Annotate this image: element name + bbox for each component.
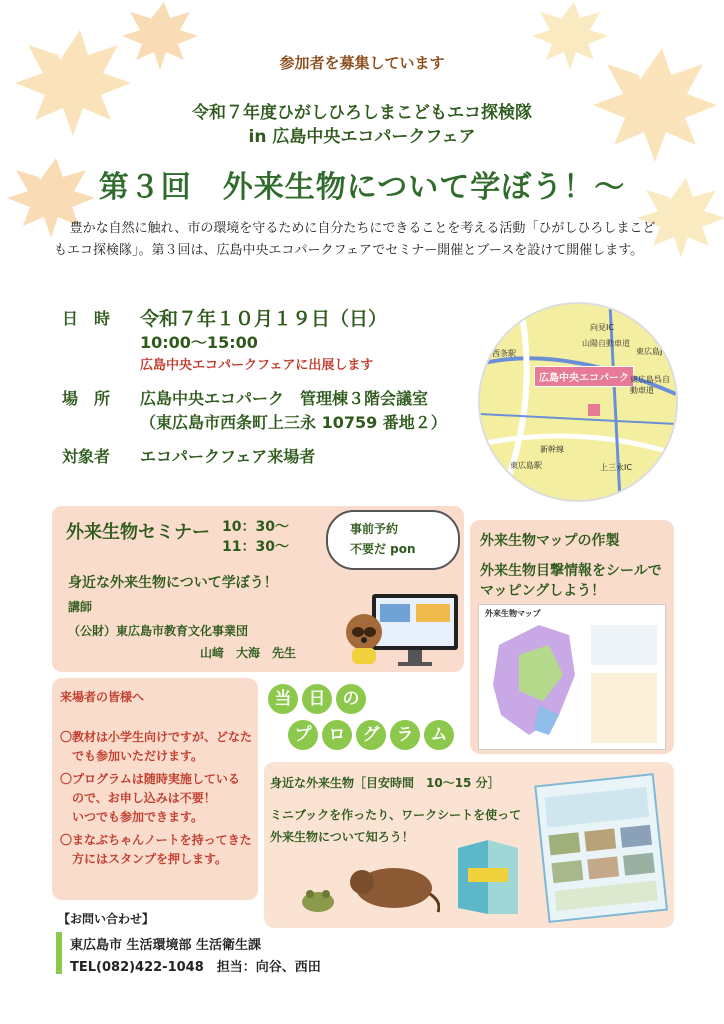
species-map-graphic	[479, 605, 665, 749]
date-value: 令和７年１０月１９日（日）	[140, 308, 388, 330]
target-label: 対象者	[62, 447, 111, 466]
target-value: エコパークフェア来場者	[140, 447, 316, 466]
time-value: 10:00～15:00	[140, 333, 258, 352]
place-value: 広島中央エコパーク 管理棟３階会議室	[140, 389, 429, 408]
visitors-item: いつでも参加できます。	[60, 810, 204, 824]
event-series-title: 令和７年度ひがしひろしまこどもエコ探検隊	[192, 103, 532, 123]
species-map-caption: 外来生物マップ	[485, 609, 541, 618]
visitors-item: 〇教材は小学生向けですが、どなた	[60, 730, 253, 744]
intro-paragraph: 豊かな自然に触れ、市の環境を守るために自分たちにできることを考える活動「ひがしひろしまこどもエコ探検隊」。第３回は、広島中央エコパークフェアでセミナー開催とブースを設けて開催します。	[54, 221, 656, 258]
visitors-item: 〇まなぶちゃんノートを持ってきた	[60, 833, 252, 847]
visitors-item: 〇プログラムは随時実施している	[60, 772, 240, 786]
map-label: 東広島JCT	[636, 347, 673, 356]
nutria-icon	[348, 858, 440, 914]
badge-char: の	[336, 684, 366, 714]
bubble-text: 不要だ pon	[350, 542, 416, 556]
mascot-illustration	[338, 586, 464, 670]
bubble-text: 事前予約	[350, 522, 399, 536]
map-label: 向見IC	[590, 323, 614, 332]
lecturer-name: 山﨑 大海 先生	[200, 646, 297, 660]
activity-title: 身近な外来生物［目安時間 10～15 分］	[270, 776, 500, 790]
lecturer-label: 講師	[68, 600, 93, 614]
place-label: 場 所	[62, 389, 111, 408]
mapping-desc: 外来生物目撃情報をシールで	[480, 563, 662, 579]
badge-char: 日	[302, 684, 332, 714]
frog-icon	[298, 884, 338, 914]
place-address: （東広島市西条町上三永 10759 番地２）	[140, 413, 447, 432]
map-label: 西条駅	[492, 349, 516, 358]
lecturer-org: （公財）東広島市教育文化事業団	[68, 624, 249, 638]
activity-desc: 外来生物について知ろう！	[270, 830, 414, 844]
access-map	[478, 302, 678, 502]
badge-char: ラ	[390, 720, 420, 750]
worksheet-icon	[534, 770, 668, 924]
badge-char: ム	[424, 720, 454, 750]
badge-char: グ	[356, 720, 386, 750]
visitors-title: 来場者の皆様へ	[60, 690, 145, 704]
badge-char: ロ	[322, 720, 352, 750]
recruit-heading: 参加者を募集しています	[279, 54, 445, 72]
seminar-start-time: 10：30～	[222, 519, 289, 535]
contact-department: 東広島市 生活環境部 生活衛生課	[70, 938, 262, 953]
activity-desc: ミニブックを作ったり、ワークシートを使って	[270, 808, 522, 822]
contact-header: 【お問い合わせ】	[58, 912, 155, 926]
contact-phone: TEL(082)422-1048 担当：向谷、西田	[70, 960, 321, 975]
page-title: 第３回 外来生物について学ぼう！～	[98, 170, 626, 205]
mini-book-icon	[452, 838, 522, 920]
contact-accent-bar	[56, 932, 62, 974]
date-note: 広島中央エコパークフェアに出展します	[140, 358, 374, 373]
map-venue-label: 広島中央エコパーク	[534, 366, 634, 387]
mapping-desc: マッピングしよう！	[480, 583, 606, 599]
seminar-title: 外来生物セミナー	[66, 522, 210, 543]
seminar-topic: 身近な外来生物について学ぼう！	[68, 575, 278, 591]
visitors-item: ので、お申し込みは不要！	[60, 791, 216, 805]
seminar-second-time: 11：30～	[222, 539, 289, 555]
mapping-title: 外来生物マップの作製	[480, 533, 620, 549]
map-label: 東広島駅	[510, 461, 542, 470]
species-map-sheet	[478, 604, 666, 750]
map-label: 東広島呉自動車道	[630, 375, 670, 395]
map-label: 新幹線	[540, 445, 564, 454]
visitors-item: でも参加いただけます。	[60, 749, 204, 763]
map-label: 山陽自動車道	[582, 339, 630, 348]
badge-char: 当	[268, 684, 298, 714]
map-label: 上三永IC	[600, 463, 632, 472]
badge-char: プ	[288, 720, 318, 750]
event-venue-title: in 広島中央エコパークフェア	[248, 127, 476, 147]
visitors-item: 方にはスタンプを押します。	[60, 852, 228, 866]
date-label: 日 時	[62, 309, 111, 328]
